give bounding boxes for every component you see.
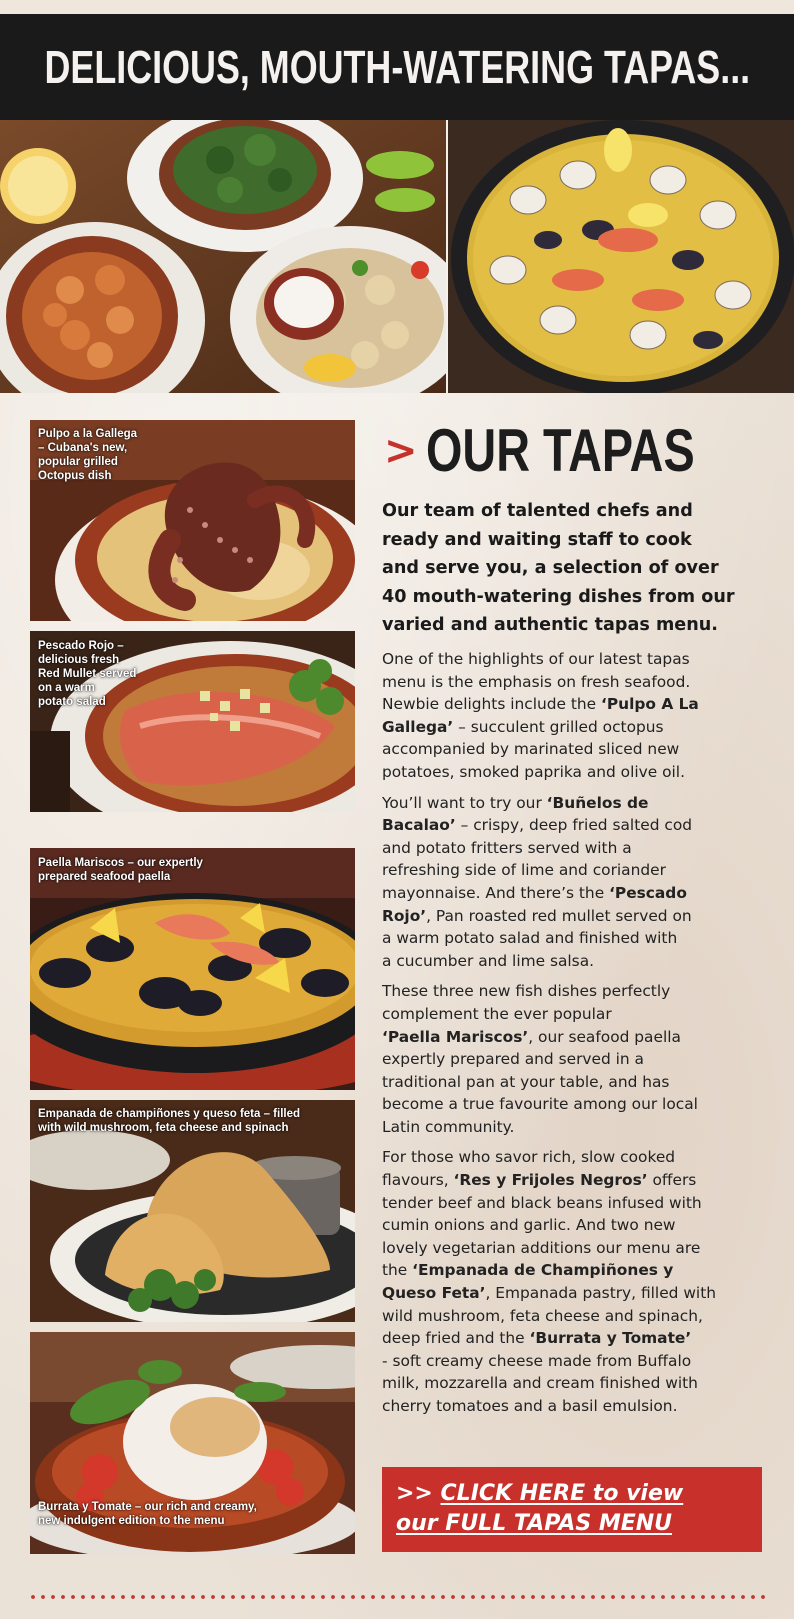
text: , Empanada pastry, filled with — [485, 1284, 716, 1303]
caption-line: on a warm — [38, 682, 95, 694]
chevron-right-icon: > — [384, 428, 418, 474]
text: and potato fritters served with a — [382, 838, 632, 857]
text: These three new fish dishes perfectly — [382, 982, 671, 1001]
caption-line: delicious fresh — [38, 654, 120, 666]
paragraph-paella — [382, 980, 754, 1138]
photo-pulpo-a-la-gallega — [30, 420, 355, 621]
dish-name: ‘Pescado — [609, 883, 687, 902]
dish-name: ‘Res y Frijoles Negros’ — [453, 1171, 648, 1190]
intro-line: 40 mouth-watering dishes from our — [382, 586, 735, 607]
photo-pescado-rojo — [30, 631, 355, 812]
full-menu-link[interactable] — [382, 1467, 762, 1552]
cta-prefix[interactable]: >> — [396, 1481, 441, 1506]
text: For those who savor rich, slow cooked — [382, 1148, 676, 1167]
photo-caption — [38, 427, 137, 483]
text: become a true favourite among our local — [382, 1095, 698, 1114]
section-heading — [384, 417, 770, 484]
photo-paella-mariscos — [30, 848, 355, 1090]
text: wild mushroom, feta cheese and spinach, — [382, 1306, 703, 1325]
text: accompanied by marinated sliced new — [382, 740, 680, 759]
photo-empanada — [30, 1100, 355, 1322]
dish-name: ‘Burrata y Tomate’ — [529, 1329, 692, 1348]
page-banner — [0, 14, 794, 120]
dish-name: ‘Paella Mariscos’ — [382, 1027, 529, 1046]
photo-caption — [38, 856, 203, 884]
section-title: OUR TAPAS — [425, 417, 695, 484]
dish-name: ‘Buñelos de — [546, 793, 649, 812]
cta-line-2[interactable] — [396, 1509, 748, 1539]
intro-line: varied and authentic tapas menu. — [382, 615, 718, 635]
text: potatoes, smoked paprika and olive oil. — [382, 762, 685, 781]
paragraph-seafood — [382, 648, 754, 784]
text: , Pan roasted red mullet served on — [426, 906, 692, 925]
text: – succulent grilled octopus — [453, 717, 664, 736]
body-copy — [382, 648, 754, 1426]
text: deep fried and the — [382, 1329, 530, 1348]
text: flavours, — [382, 1171, 454, 1190]
text: , our seafood paella — [528, 1027, 681, 1046]
hero-photo-tapas-plates — [0, 120, 446, 393]
text: a warm potato salad and finished with — [382, 929, 678, 948]
caption-line: potato salad — [38, 696, 106, 708]
caption-line: – Cubana's new, — [38, 442, 128, 454]
dish-name: ‘Pulpo A La — [601, 695, 699, 714]
text: expertly prepared and served in a — [382, 1050, 644, 1069]
photo-caption — [38, 1500, 257, 1528]
text: menu is the emphasis on fresh seafood. — [382, 672, 691, 691]
caption-line: prepared seafood paella — [38, 871, 171, 883]
text: – crispy, deep fried salted cod — [455, 816, 693, 835]
text: complement the ever popular — [382, 1004, 612, 1023]
caption-line: Red Mullet served — [38, 668, 137, 680]
text: Newbie delights include the — [382, 695, 602, 714]
intro-line: ready and waiting staff to cook — [382, 529, 692, 550]
cta-text-line-2[interactable]: our FULL TAPAS MENU — [396, 1511, 673, 1536]
text: a cucumber and lime salsa. — [382, 951, 595, 970]
caption-line: Pulpo a la Gallega — [38, 428, 138, 440]
intro-paragraph — [382, 497, 754, 640]
cta-text-line-1[interactable]: CLICK HERE to view — [440, 1481, 684, 1506]
photo-caption — [38, 1107, 300, 1135]
text: traditional pan at your table, and has — [382, 1072, 670, 1091]
text: cherry tomatoes and a basil emulsion. — [382, 1397, 678, 1415]
caption-line: popular grilled — [38, 456, 118, 468]
text: the — [382, 1261, 413, 1280]
intro-line: Our team of talented chefs and — [382, 501, 693, 521]
dish-name: Rojo’ — [382, 906, 427, 925]
hero-photo-paella — [448, 120, 794, 393]
photo-burrata-y-tomate — [30, 1332, 355, 1554]
dish-name: Bacalao’ — [382, 816, 456, 835]
text: Latin community. — [382, 1117, 515, 1136]
caption-line: Burrata y Tomate – our rich and creamy, — [38, 1501, 257, 1513]
dish-name: Gallega’ — [382, 717, 454, 736]
text: mayonnaise. And there’s the — [382, 883, 610, 902]
text: - soft creamy cheese made from Buffalo — [382, 1351, 692, 1370]
text: You’ll want to try our — [382, 793, 547, 812]
paragraph-vegetarian — [382, 1146, 754, 1417]
dotted-divider — [28, 1594, 768, 1600]
caption-line: Paella Mariscos – our expertly — [38, 857, 203, 869]
intro-line: and serve you, a selection of over — [382, 558, 719, 578]
text: cumin onions and garlic. And two new — [382, 1216, 676, 1235]
caption-line: with wild mushroom, feta cheese and spinach — [38, 1122, 289, 1134]
cta-line-1[interactable] — [396, 1479, 748, 1509]
caption-line: new indulgent edition to the menu — [38, 1515, 225, 1527]
caption-line: Empanada de champiñones y queso feta – filled — [38, 1108, 301, 1120]
top-strip — [0, 0, 794, 14]
dish-name: ‘Empanada de Champiñones y — [412, 1261, 674, 1280]
caption-line: Pescado Rojo – — [38, 640, 124, 652]
paragraph-bunuelos — [382, 792, 754, 973]
text: milk, mozzarella and cream finished with — [382, 1374, 698, 1393]
text: tender beef and black beans infused with — [382, 1193, 702, 1212]
banner-title: DELICIOUS, MOUTH-WATERING TAPAS... — [44, 41, 750, 93]
dish-name: Queso Feta’ — [382, 1284, 486, 1303]
text: offers — [647, 1171, 697, 1190]
photo-caption — [38, 639, 136, 709]
text: lovely vegetarian additions our menu are — [382, 1238, 701, 1257]
text: One of the highlights of our latest tapas — [382, 650, 690, 668]
text: refreshing side of lime and coriander — [382, 861, 666, 880]
caption-line: Octopus dish — [38, 470, 112, 482]
